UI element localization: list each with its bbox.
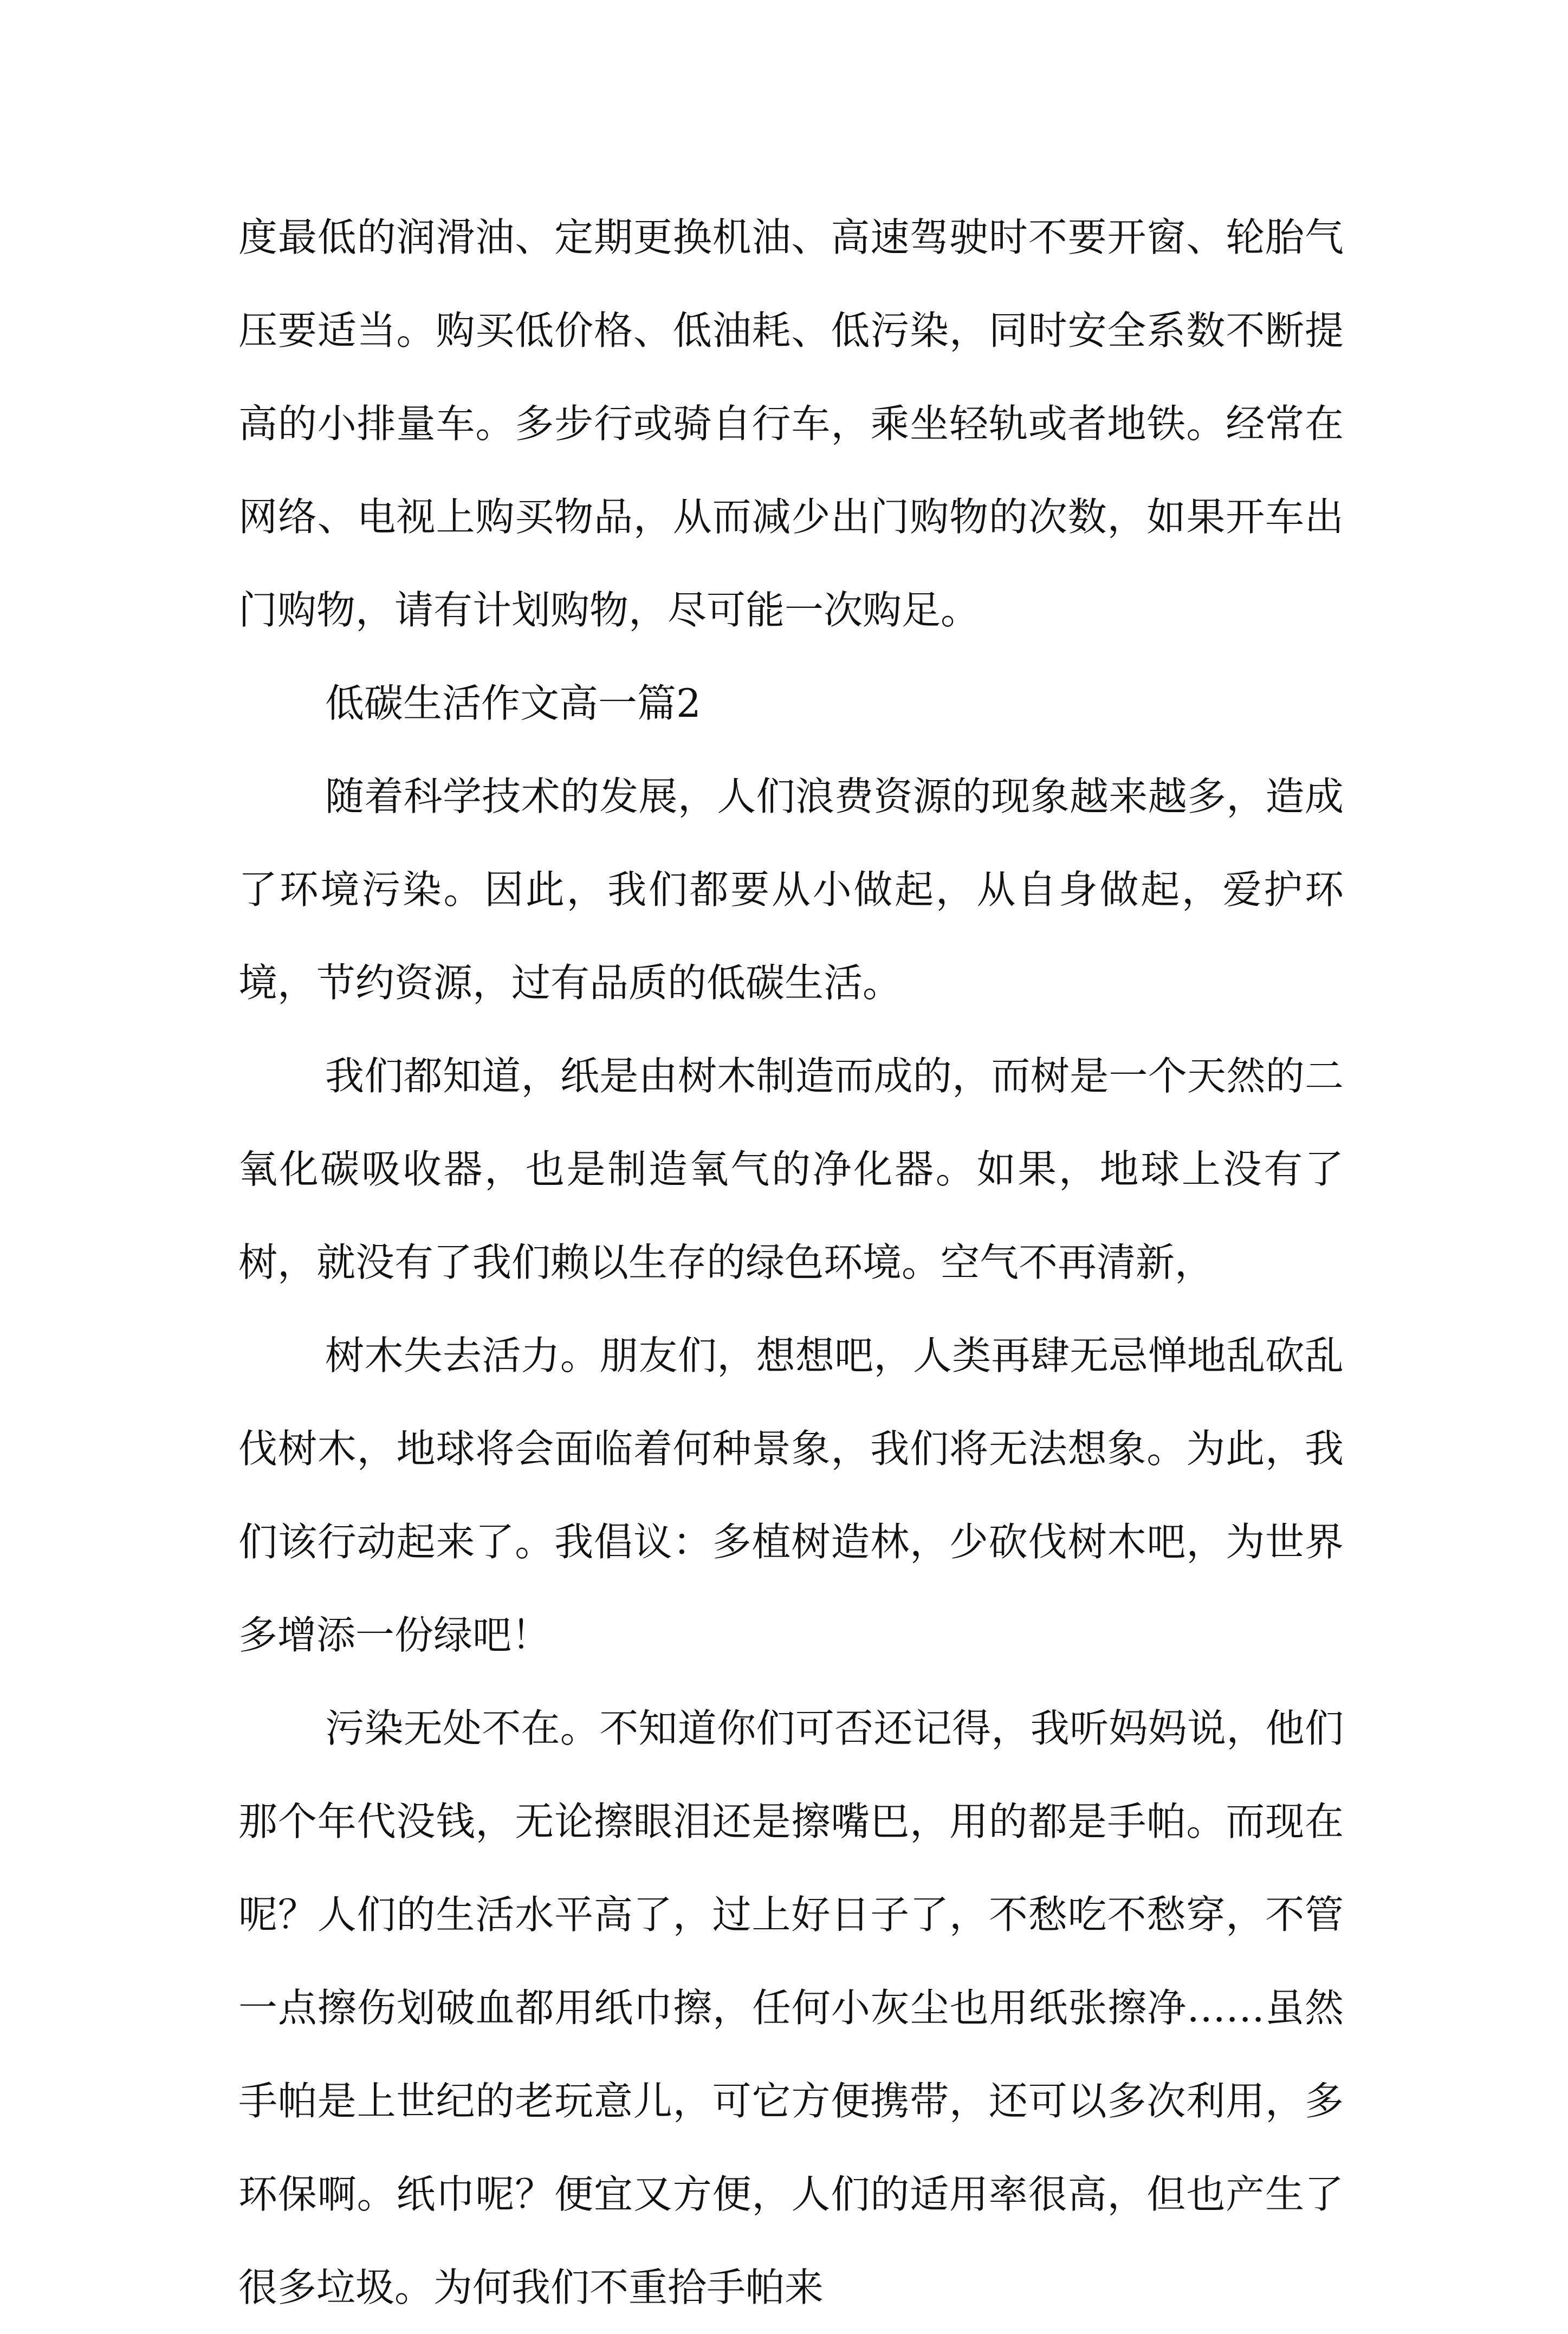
document-body (238, 191, 1344, 2334)
paragraph: 我们都知道，纸是由树木制造而成的，而树是一个天然的二氧化碳吸收器，也是制造氧气的净化器。如果，地球上没有了树，就没有了我们赖以生存的绿色环境。空气不再清新， (238, 1053, 1344, 1285)
paragraph: 随着科学技术的发展，人们浪费资源的现象越来越多，造成了环境污染。因此，我们都要从小做起，从自身做起，爱护环境，节约资源，过有品质的低碳生活。 (238, 774, 1344, 1006)
paragraph-continuation: 度最低的润滑油、定期更换机油、高速驾驶时不要开窗、轮胎气压要适当。购买低价格、低油耗、低污染，同时安全系数不断提高的小排量车。多步行或骑自行车，乘坐轻轨或者地铁。经常在网络、电视上购买物品，从而减少出门购物的次数，如果开车出门购物，请有计划购物，尽可能一次购足。 (238, 215, 1344, 633)
paragraph: 污染无处不在。不知道你们可否还记得，我听妈妈说，他们那个年代没钱，无论擦眼泪还是擦嘴巴，用的都是手帕。而现在呢？人们的生活水平高了，过上好日子了，不愁吃不愁穿，不管一点擦伤划破血都用纸巾擦，任何小灰尘也用纸张擦净……虽然手帕是上世纪的老玩意儿，可它方便携带，还可以多次利用，多环保啊。纸巾呢？便宜又方便，人们的适用率很高，但也产生了很多垃圾。为何我们不重拾手帕来 (238, 1706, 1344, 2310)
paragraph: 树木失去活力。朋友们，想想吧，人类再肆无忌惮地乱砍乱伐树木，地球将会面临着何种景象，我们将无法想象。为此，我们该行动起来了。我倡议：多植树造林，少砍伐树木吧，为世界多增添一份绿吧！ (238, 1333, 1344, 1658)
section-heading: 低碳生活作文高一篇2 (325, 680, 701, 726)
